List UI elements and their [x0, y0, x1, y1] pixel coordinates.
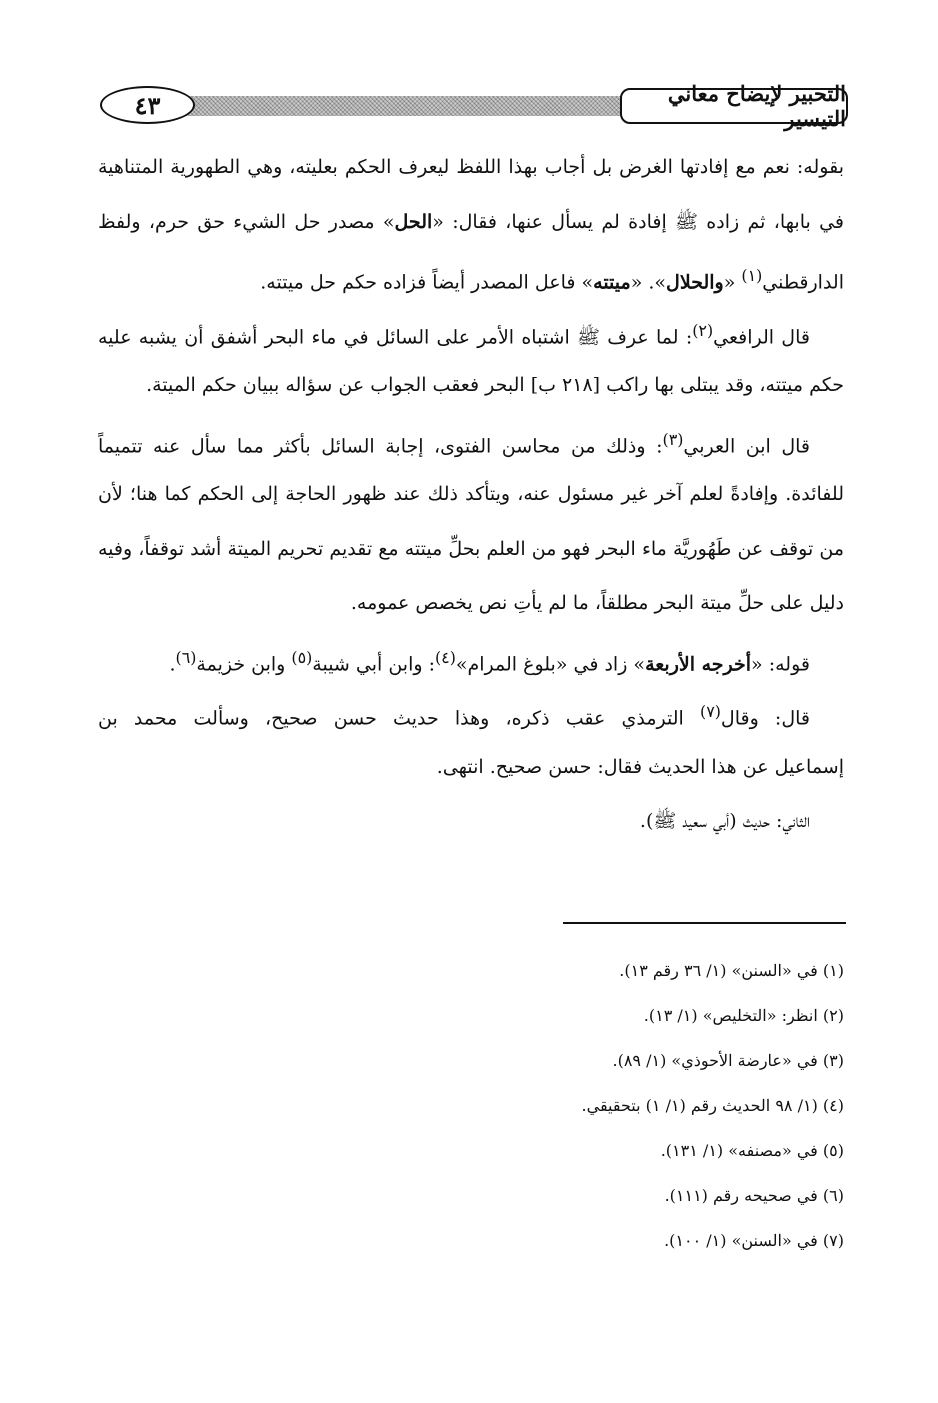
page-number: ٤٣: [100, 86, 195, 124]
footnote: (٧) في «السنن» (١/ ١٠٠).: [664, 1231, 844, 1250]
footnote-ref: (٢): [692, 320, 714, 340]
page-header: [100, 81, 848, 131]
text-line: للفائدة. وإفادةً لعلم آخر غير مسئول عنه، ويتأكد ذلك عند ظهور الحاجة إلى الحكم كما هنا؛ لأن: [98, 483, 844, 505]
footnote-ref: (٥): [291, 647, 313, 667]
text-line: الدارقطني$^{(١)}$ «والحلال». «ميتته» فاعل المصدر أيضاً فزاده حكم حل ميتته.: [260, 266, 844, 294]
footnote: (٤) (١/ ٩٨ الحديث رقم (١/ ١) بتحقيقي.: [581, 1096, 844, 1115]
footnote: (٥) في «مصنفه» (١/ ١٣١).: [660, 1141, 844, 1160]
header-decorative-band: [185, 96, 628, 116]
footnote: (٣) في «عارضة الأحوذي» (١/ ٨٩).: [612, 1051, 844, 1070]
text-line: دليل على حلِّ ميتة البحر مطلقاً، ما لم يأتِ نص يخصص عمومه.: [350, 592, 844, 614]
text-line: قال: وقال$^{(٧)}$ الترمذي عقب ذكره، وهذا حديث حسن صحيح، وسألت محمد بن: [98, 702, 810, 730]
footnote: (٦) في صحيحه رقم (١١١).: [664, 1186, 844, 1205]
text-line: قال الرافعي$^{(٢)}$: لما عرف ﷺ اشتباه الأمر على السائل في ماء البحر أشفق أن يشبه عليه: [98, 320, 810, 348]
text-line: قال ابن العربي$^{(٣)}$: وذلك من محاسن الفتوى، إجابة السائل بأكثر مما سأل عنه تتميماً: [98, 429, 810, 457]
footnote-ref: (١): [741, 266, 763, 285]
footnote-ref: (٦): [175, 647, 197, 667]
footnote-ref: (٤): [434, 647, 456, 667]
text-line: حكم ميتته، وقد يبتلى بها راكب [٢١٨ ب] البحر فعقب الجواب عن سؤاله ببيان حكم الميتة.: [146, 374, 844, 396]
text-line: بقوله: نعم مع إفادتها الغرض بل أجاب بهذا اللفظ ليعرف الحكم بعليته، وهي الطهورية المتناهية: [98, 156, 844, 178]
running-title: التحبير لإيضاح معاني التيسير: [620, 88, 848, 124]
text-line: قوله: «أخرجه الأربعة» زاد في «بلوغ المرام»$^{(٤)}$: وابن أبي شيبة$^{(٥)}$ وابن خزيمة$^{(٦)}$.: [169, 647, 810, 675]
footnote-separator: [563, 922, 846, 924]
footnote: (٢) انظر: «التخليص» (١/ ١٣).: [643, 1006, 844, 1025]
footnote-ref: (٧): [700, 702, 721, 721]
footnotes: [98, 948, 844, 1263]
text-line: الثاني: حديث (أبي سعيد ﷺ).: [639, 810, 810, 832]
footnote-ref: (٣): [662, 429, 684, 449]
text-line: إسماعيل عن هذا الحديث فقال: حسن صحيح. انتهى.: [436, 755, 844, 778]
text-line: من توقف عن طَهُوريَّة ماء البحر فهو من العلم بحلِّ ميتته مع تقديم تحريم الميتة أشد توقفاً، وفيه: [98, 537, 844, 560]
text-line: في بابها، ثم زاده ﷺ إفادة لم يسأل عنها، فقال: «الحل» مصدر حل الشيء حق حرم، ولفظ: [98, 210, 844, 233]
footnote: (١) في «السنن» (١/ ٣٦ رقم ١٣).: [619, 961, 844, 980]
main-text: [98, 140, 844, 849]
